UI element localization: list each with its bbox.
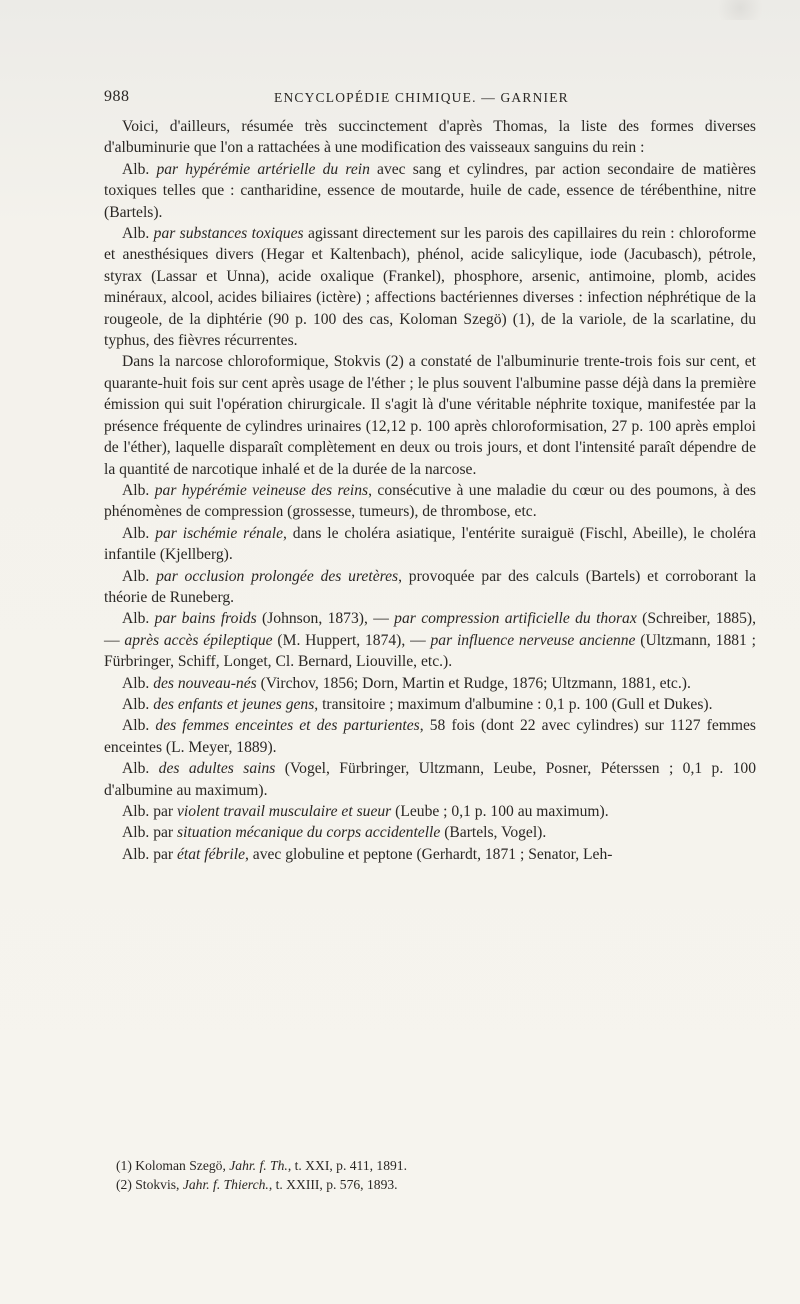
italic-run: des enfants et jeunes gens (153, 695, 315, 713)
text-run: (Leube ; 0,1 p. 100 au maximum). (391, 803, 609, 820)
italic-run: des femmes enceintes et des parturientes (155, 717, 420, 735)
text-run: (Johnson, 1873), — (256, 610, 395, 628)
paragraph (104, 116, 756, 159)
text-run: (Virchov, 1856; Dorn, Martin et Rudge, 1876; Ultzmann, 1881, etc.). (256, 674, 691, 692)
text-run: Alb. (122, 610, 155, 628)
paragraph (104, 844, 756, 865)
text-run: (Ultzmann, 1881 ; Fürbringer, Schiff, Longet, Cl. Bernard, Liouville, etc.). (104, 631, 756, 671)
text-run: , 58 fois (dont 22 avec cylindres) sur 1127 femmes enceintes (L. Meyer, 1889). (104, 717, 756, 756)
text-run: (1) Koloman Szegö, (116, 1158, 230, 1173)
text-run: Alb. (122, 160, 157, 178)
italic-run: par ischémie rénale (155, 524, 284, 542)
italic-run: situation mécanique du corps accidentelle (177, 824, 441, 842)
paragraph (104, 480, 756, 523)
paragraph (104, 351, 756, 479)
italic-run: Jahr. f. Th. (229, 1158, 288, 1173)
paragraph (104, 715, 756, 758)
paragraph (104, 223, 756, 351)
italic-run: par occlusion prolongée des uretères (156, 567, 399, 585)
paper-stain (704, 0, 764, 20)
text-run: , provoquée par des calculs (Bartels) et corroborant la théorie de Runeberg. (104, 567, 756, 606)
text-run: Alb. par (122, 824, 177, 842)
italic-run: violent travail musculaire et sueur (177, 803, 392, 820)
italic-run: des adultes sains (158, 760, 276, 778)
italic-run: après accès épileptique (124, 631, 273, 649)
italic-run: par compression artificielle du thorax (394, 610, 637, 628)
italic-run: par bains froids (154, 610, 257, 628)
running-title: ENCYCLOPÉDIE CHIMIQUE. — GARNIER (274, 90, 569, 105)
footnotes (116, 1156, 756, 1194)
text-run: Alb. (122, 225, 154, 243)
italic-run: par substances toxiques (153, 225, 304, 243)
paragraph (104, 673, 756, 694)
text-run: avec sang et cylindres, par action secondaire de matières toxiques telles que : cantharidine, essence de moutarde, huile de cade, essence de térébenthine, nitre (Bartels). (104, 160, 757, 221)
text-run: Alb. (122, 674, 154, 692)
body-text (104, 116, 756, 865)
text-run: (Schreiber, 1885), — (104, 610, 756, 649)
text-run: , consécutive à une maladie du cœur ou des poumons, à des phénomènes de compression (grossesse, tumeurs), de thrombose, etc. (104, 481, 756, 521)
paragraph (104, 694, 756, 715)
text-run: (2) Stokvis, (116, 1177, 183, 1192)
paragraph (104, 801, 756, 822)
text-run: Voici, d'ailleurs, résumée très succinctement d'après Thomas, la liste des formes diverses d'albuminurie que l'on a rattachées à une modification des vaisseaux sanguins du rein : (104, 118, 756, 157)
italic-run: Jahr. f. Thierch. (182, 1177, 269, 1192)
text-run: Alb. (122, 717, 156, 735)
paragraph (104, 608, 756, 672)
text-run: , transitoire ; maximum d'albumine : 0,1 p. 100 (Gull et Dukes). (314, 695, 713, 713)
text-run: Alb. (122, 481, 155, 499)
page-number: 988 (104, 88, 130, 105)
text-run: Alb. par (122, 803, 177, 820)
paragraph (104, 758, 756, 801)
text-run: (Bartels, Vogel). (440, 824, 547, 842)
italic-run: par hypérémie veineuse des reins (154, 481, 369, 499)
italic-run: des nouveau-nés (153, 674, 257, 692)
italic-run: état fébrile (177, 845, 245, 863)
paragraph (104, 566, 756, 609)
paragraph (104, 523, 756, 566)
text-run: agissant directement sur les parois des capillaires du rein : chloroforme et anesthésiques divers (Hegar et Kaltenbach), phénol, acide salicylique, iode (Jacubasch), pétrole, styrax (Lassar et Unna), acide oxalique (Frankel), phosphore, arsenic, antimoine, plomb, acides minéraux, alcool, acides biliaires (ictère) ; affections bactériennes diverses : infection néphrétique de la rougeole, de la diphtérie (90 p. 100 des cas, Koloman Szegö) (1), de la variole, de la scarlatine, du typhus, des fièvres récurrentes. (104, 225, 757, 350)
text-run: (Vogel, Fürbringer, Ultzmann, Leube, Posner, Péterssen ; 0,1 p. 100 d'albumine au maximum). (104, 760, 757, 799)
text-run: , t. XXI, p. 411, 1891. (287, 1158, 408, 1173)
text-run: Dans la narcose chloroformique, Stokvis (2) a constaté de l'albuminurie trente-trois fois sur cent, et quarante-huit fois sur cent après usage de l'éther ; le plus souvent l'albumine passe déjà dans la première émission qui suit l'opération chirurgicale. Il s'agit là d'une véritable néphrite toxique, manifestée par la présence fréquente de cylindres urinaires (12,12 p. 100 après chloroformisation, 27 p. 100 après emploi de l'éther), laquelle disparaît complètement en deux ou trois jours, et dont l'intensité paraît dépendre de la quantité de narcotique inhalé et de la durée de la narcose. (104, 353, 756, 478)
running-header (104, 88, 754, 112)
text-run: Alb. par (122, 845, 177, 863)
text-run: Alb. (122, 524, 156, 542)
text-run: Alb. (122, 567, 157, 585)
paragraph (104, 822, 756, 843)
footnote (116, 1175, 756, 1194)
text-run: , avec globuline et peptone (Gerhardt, 1871 ; Senator, Leh- (245, 845, 613, 863)
paragraph (104, 159, 756, 223)
text-run: Alb. (122, 760, 159, 778)
italic-run: par hypérémie artérielle du rein (156, 160, 370, 178)
italic-run: par influence nerveuse ancienne (430, 631, 636, 649)
footnote (116, 1156, 756, 1175)
text-run: , t. XXIII, p. 576, 1893. (268, 1177, 398, 1192)
text-run: (M. Huppert, 1874), — (272, 631, 431, 649)
text-run: , dans le choléra asiatique, l'entérite suraiguë (Fischl, Abeille), le choléra infantile (Kjellberg). (104, 524, 757, 564)
text-run: Alb. (122, 695, 154, 713)
